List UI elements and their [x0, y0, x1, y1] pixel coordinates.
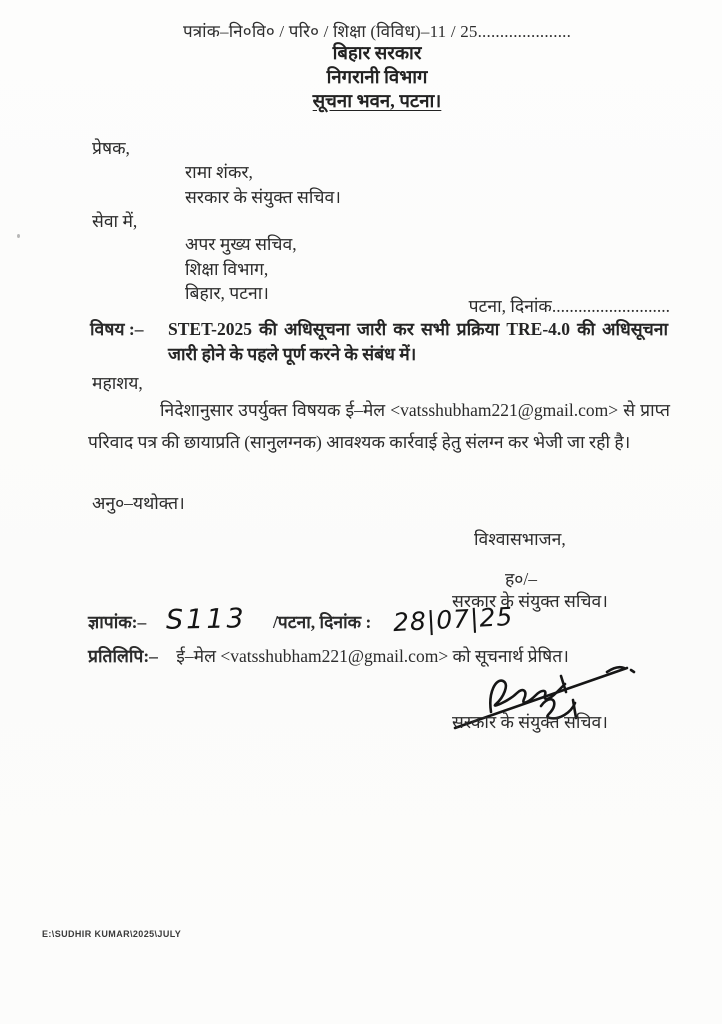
subject-text: STET-2025 की अधिसूचना जारी कर सभी प्रक्रिया TRE-4.0 की अधिसूचना जारी होने के पहले पूर्ण करने के संबंध में।	[168, 319, 668, 364]
recipient-line: शिक्षा विभाग,	[185, 258, 269, 279]
scan-speck	[17, 234, 20, 238]
signed-abbreviation: ह०/–	[505, 569, 538, 589]
sender-label: प्रेषक,	[92, 138, 130, 158]
memo-label: ज्ञापांक:–	[88, 612, 147, 632]
government-name: बिहार सरकार	[332, 44, 422, 64]
sender-designation: सरकार के संयुक्त सचिव।	[185, 186, 341, 207]
signatory-designation: सरकार के संयुक्त सचिव।	[452, 591, 608, 611]
memo-line	[88, 601, 515, 638]
sender-name: रामा शंकर,	[185, 162, 253, 182]
body-paragraph: निदेशानुसार उपर्युक्त विषयक ई–मेल <vatsshubham221@gmail.com> से प्राप्त परिवाद पत्र की छायाप्रति (सानुलग्नक) आवश्यक कार्रवाई हेतु संलग्न कर भेजी जा रही है।	[88, 400, 670, 452]
salutation: महाशय,	[92, 373, 143, 393]
department-name: निगरानी विभाग	[326, 68, 428, 88]
letterhead	[16, 19, 722, 114]
signature-designation: सरकार के संयुक्त सचिव।	[452, 712, 608, 732]
office-address: सूचना भवन, पटना।	[312, 92, 442, 112]
memo-number-handwritten: S113	[165, 603, 248, 636]
recipient-line: अपर मुख्य सचिव,	[185, 234, 297, 254]
recipient-label: सेवा में,	[92, 211, 138, 231]
recipient-block	[185, 232, 297, 306]
letter-number: पत्रांक–नि०वि० / परि० / शिक्षा (विविध)–11 / 25.....................	[182, 22, 572, 41]
memo-place-date-label: /पटना, दिनांक :	[272, 612, 372, 632]
enclosure-note: अनु०–यथोक्त।	[92, 493, 185, 513]
valediction: विश्वासभाजन,	[474, 529, 566, 549]
place-date-line: पटना, दिनांक...........................	[468, 296, 670, 316]
sender-block	[185, 160, 341, 209]
copy-text: ई–मेल <vatsshubham221@gmail.com> को सूचनार्थ प्रेषित।	[176, 646, 569, 666]
footer-file-path: E:\SUDHIR KUMAR\2025\JULY	[42, 929, 182, 939]
recipient-line: बिहार, पटना।	[185, 283, 269, 303]
subject-label: विषय :–	[90, 319, 144, 339]
copy-label: प्रतिलिपि:–	[88, 646, 158, 666]
subject-row	[90, 317, 668, 367]
memo-date-handwritten: 28|07|25	[392, 601, 515, 638]
